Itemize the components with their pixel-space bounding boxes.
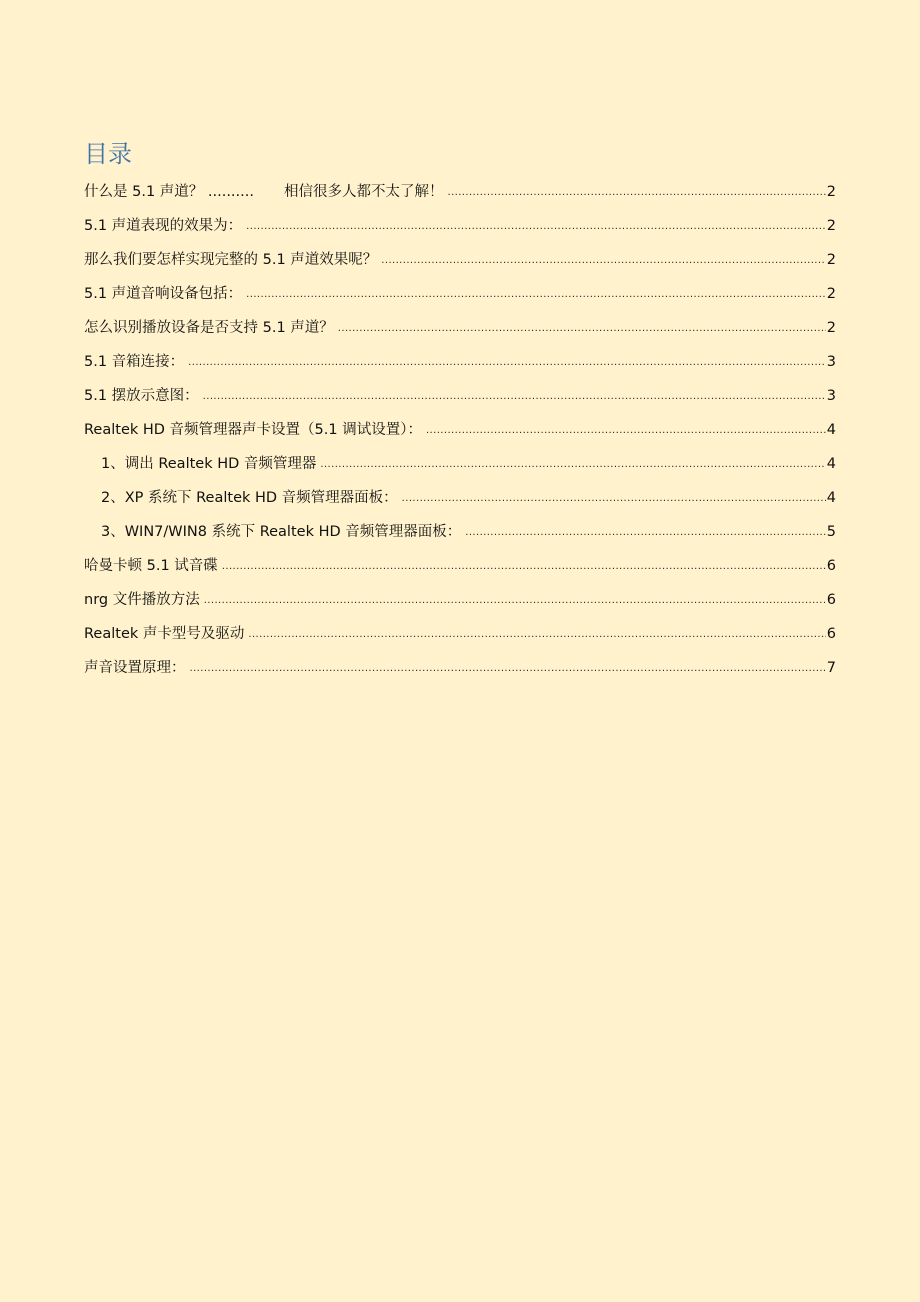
toc-entry-text: 5.1 音箱连接： — [84, 354, 185, 370]
toc-entry-speaker-connection[interactable] — [84, 348, 836, 382]
toc-leader-dots — [246, 281, 826, 309]
toc-leader-dots — [320, 451, 825, 479]
toc-list — [84, 178, 836, 688]
toc-entry-text-part-1: 什么是 5.1 声道？ .......... — [84, 184, 254, 200]
toc-page-number: 2 — [826, 252, 836, 268]
toc-page-number: 6 — [826, 626, 836, 642]
toc-entry-nrg-playback[interactable] — [84, 586, 836, 620]
toc-entry-text: 5.1 声道表现的效果为： — [84, 218, 243, 234]
toc-leader-dots — [190, 655, 826, 683]
toc-page-number: 3 — [826, 388, 836, 404]
toc-entry-text: 哈曼卡顿 5.1 试音碟 — [84, 558, 218, 574]
toc-leader-dots — [222, 553, 826, 581]
toc-page-number: 2 — [826, 286, 836, 302]
toc-entry-effect[interactable] — [84, 212, 836, 246]
toc-entry-text: 3、WIN7/WIN8 系统下 Realtek HD 音频管理器面板： — [101, 524, 462, 540]
toc-leader-dots — [188, 349, 826, 377]
toc-entry-how-to-achieve[interactable] — [84, 246, 836, 280]
toc-leader-dots — [465, 519, 826, 547]
toc-entry-realtek-settings[interactable] — [84, 416, 836, 450]
toc-entry-text: 2、XP 系统下 Realtek HD 音频管理器面板： — [101, 490, 398, 506]
toc-entry-text: nrg 文件播放方法 — [84, 592, 200, 608]
toc-page-number: 5 — [826, 524, 836, 540]
toc-leader-dots — [203, 383, 826, 411]
toc-entry-open-manager[interactable] — [84, 450, 836, 484]
toc-leader-dots — [204, 587, 826, 615]
toc-page-number: 2 — [826, 320, 836, 336]
toc-page-number: 4 — [826, 456, 836, 472]
toc-entry-text: 5.1 声道音响设备包括： — [84, 286, 243, 302]
toc-entry-sound-principles[interactable] — [84, 654, 836, 688]
toc-entry-text: Realtek 声卡型号及驱动 — [84, 626, 245, 642]
toc-leader-dots — [381, 247, 825, 275]
toc-title: 目录 — [84, 140, 132, 168]
toc-entry-equipment[interactable] — [84, 280, 836, 314]
toc-entry-realtek-models-drivers[interactable] — [84, 620, 836, 654]
toc-leader-dots — [246, 213, 826, 241]
toc-entry-harman-test-disc[interactable] — [84, 552, 836, 586]
toc-entry-win7-win8-panel[interactable] — [84, 518, 836, 552]
toc-entry-text-part-2: 相信很多人都不太了解！ — [283, 184, 444, 200]
toc-page-number: 4 — [826, 422, 836, 438]
toc-entry-xp-panel[interactable] — [84, 484, 836, 518]
toc-page-number: 2 — [826, 184, 836, 200]
toc-entry-text: Realtek HD 音频管理器声卡设置（5.1 调试设置）： — [84, 422, 422, 438]
toc-entry-placement-diagram[interactable] — [84, 382, 836, 416]
toc-entry-text: 那么我们要怎样实现完整的 5.1 声道效果呢？ — [84, 252, 378, 268]
toc-leader-dots — [447, 179, 825, 207]
toc-entry-identify-support[interactable] — [84, 314, 836, 348]
toc-page-number: 7 — [826, 660, 836, 676]
toc-page-number: 3 — [826, 354, 836, 370]
toc-leader-dots — [248, 621, 825, 649]
toc-leader-dots — [402, 485, 826, 513]
toc-entry-text: 5.1 摆放示意图： — [84, 388, 199, 404]
toc-leader-dots — [426, 417, 826, 445]
toc-entry-text: 声音设置原理： — [84, 660, 186, 676]
toc-page-number: 4 — [826, 490, 836, 506]
toc-entry-text: 怎么识别播放设备是否支持 5.1 声道？ — [84, 320, 334, 336]
toc-entry-text — [84, 178, 443, 206]
toc-entry-what-is-5-1[interactable] — [84, 178, 836, 212]
toc-entry-text: 1、调出 Realtek HD 音频管理器 — [101, 456, 317, 472]
toc-page-number: 6 — [826, 592, 836, 608]
toc-leader-dots — [338, 315, 826, 343]
toc-page-number: 2 — [826, 218, 836, 234]
toc-page-number: 6 — [826, 558, 836, 574]
